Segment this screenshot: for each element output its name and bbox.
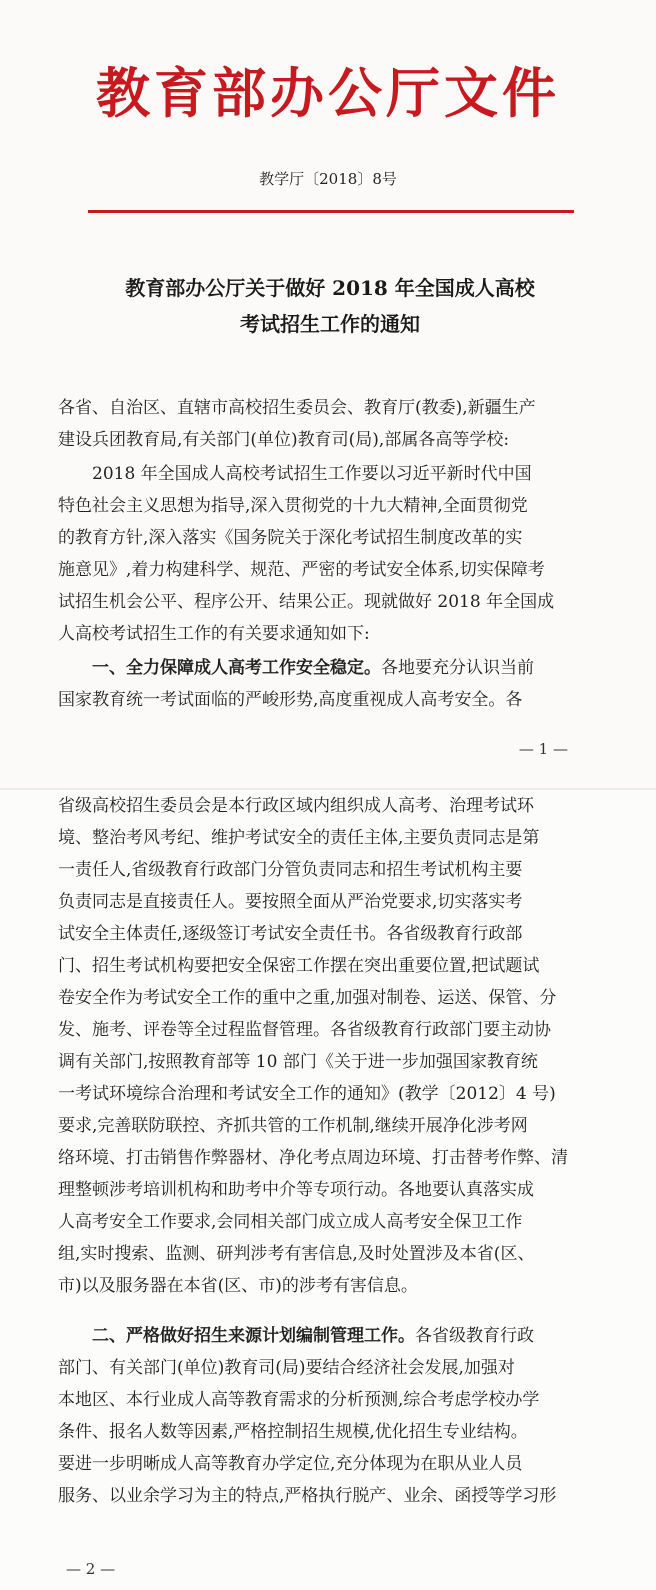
intro-line: 2018 年全国成人高校考试招生工作要以习近平新时代中国 bbox=[92, 464, 532, 484]
section-1-first-line bbox=[58, 652, 588, 684]
section-1-line: 境、整治考风考纪、维护考试安全的责任主体,主要负责同志是第 bbox=[58, 828, 540, 848]
section-1-line: 省级高校招生委员会是本行政区域内组织成人高考、治理考试环 bbox=[58, 796, 534, 816]
intro-line: 人高校考试招生工作的有关要求通知如下: bbox=[58, 624, 370, 644]
section-1-line: 络环境、打击销售作弊器材、净化考点周边环境、打击替考作弊、清 bbox=[58, 1148, 568, 1168]
section-1-line: 门、招生考试机构要把安全保密工作摆在突出重要位置,把试题试 bbox=[58, 956, 540, 976]
section-1-line: 国家教育统一考试面临的严峻形势,高度重视成人高考安全。各 bbox=[58, 690, 523, 710]
section-1-paragraph-continued bbox=[58, 790, 588, 1302]
section-2-line: 部门、有关部门(单位)教育司(局)要结合经济社会发展,加强对 bbox=[58, 1358, 515, 1378]
page-number-1: — 1 — bbox=[518, 740, 568, 758]
intro-line: 施意见》,着力构建科学、规范、严密的考试安全体系,切实保障考 bbox=[58, 560, 545, 580]
recipients-line: 建设兵团教育局,有关部门(单位)教育司(局),部属各高等学校: bbox=[58, 430, 510, 450]
section-1-line: 卷安全作为考试安全工作的重中之重,加强对制卷、运送、保管、分 bbox=[58, 988, 557, 1008]
header-red-rule bbox=[88, 210, 574, 213]
recipients-paragraph bbox=[58, 392, 588, 456]
intro-line: 特色社会主义思想为指导,深入贯彻党的十九大精神,全面贯彻党 bbox=[58, 496, 528, 516]
page-2 bbox=[0, 790, 656, 1590]
title-line-1: 教育部办公厅关于做好 2018 年全国成人高校 bbox=[125, 276, 535, 300]
section-2-first-line bbox=[58, 1320, 588, 1352]
section-2-line: 条件、报名人数等因素,严格控制招生规模,优化招生专业结构。 bbox=[58, 1422, 528, 1442]
section-1-line: 市)以及服务器在本省(区、市)的涉考有害信息。 bbox=[58, 1276, 418, 1296]
document-number: 教学厅〔2018〕8号 bbox=[259, 170, 397, 188]
intro-line: 试招生机会公平、程序公开、结果公正。现就做好 2018 年全国成 bbox=[58, 592, 555, 612]
section-2-line: 本地区、本行业成人高等教育需求的分析预测,综合考虑学校办学 bbox=[58, 1390, 540, 1410]
section-1-heading: 一、全力保障成人高考工作安全稳定。 bbox=[92, 658, 381, 678]
title-line-2: 考试招生工作的通知 bbox=[240, 312, 420, 336]
page-1 bbox=[0, 0, 656, 790]
section-1-line: 要求,完善联防联控、齐抓共管的工作机制,继续开展净化涉考网 bbox=[58, 1116, 528, 1136]
section-1-first-line-text: 各地要充分认识当前 bbox=[381, 658, 534, 678]
section-1-line: 人高考安全工作要求,会同相关部门成立成人高考安全保卫工作 bbox=[58, 1212, 523, 1232]
section-1-line: 调有关部门,按照教育部等 10 部门《关于进一步加强国家教育统 bbox=[58, 1052, 538, 1072]
section-1-line: 一考试环境综合治理和考试安全工作的通知》(教学〔2012〕4 号) bbox=[58, 1084, 556, 1104]
page-number-2: — 2 — bbox=[66, 1560, 116, 1578]
section-2-line: 要进一步明晰成人高等教育办学定位,充分体现为在职从业人员 bbox=[58, 1454, 523, 1474]
section-1-line: 试安全主体责任,逐级签订考试安全责任书。各省级教育行政部 bbox=[58, 924, 523, 944]
section-2-heading: 二、严格做好招生来源计划编制管理工作。 bbox=[92, 1326, 415, 1346]
section-2-first-line-text: 各省级教育行政 bbox=[415, 1326, 534, 1346]
intro-paragraph bbox=[58, 458, 588, 650]
section-1-line: 负责同志是直接责任人。要按照全面从严治党要求,切实落实考 bbox=[58, 892, 523, 912]
intro-line: 的教育方针,深入落实《国务院关于深化考试招生制度改革的实 bbox=[58, 528, 523, 548]
section-1-paragraph-start bbox=[58, 652, 588, 716]
recipients-line: 各省、自治区、直辖市高校招生委员会、教育厅(教委),新疆生产 bbox=[58, 398, 536, 418]
section-2-line: 服务、以业余学习为主的特点,严格执行脱产、业余、函授等学习形 bbox=[58, 1486, 557, 1506]
section-1-line: 一责任人,省级教育行政部门分管负责同志和招生考试机构主要 bbox=[58, 860, 523, 880]
section-1-line: 理整顿涉考培训机构和助考中介等专项行动。各地要认真落实成 bbox=[58, 1180, 534, 1200]
section-1-line: 发、施考、评卷等全过程监督管理。各省级教育行政部门要主动协 bbox=[58, 1020, 551, 1040]
document-header: 教育部办公厅文件 bbox=[96, 61, 560, 125]
document-title bbox=[60, 270, 600, 342]
section-1-line: 组,实时搜索、监测、研判涉考有害信息,及时处置涉及本省(区、 bbox=[58, 1244, 535, 1264]
section-2-paragraph bbox=[58, 1320, 588, 1512]
